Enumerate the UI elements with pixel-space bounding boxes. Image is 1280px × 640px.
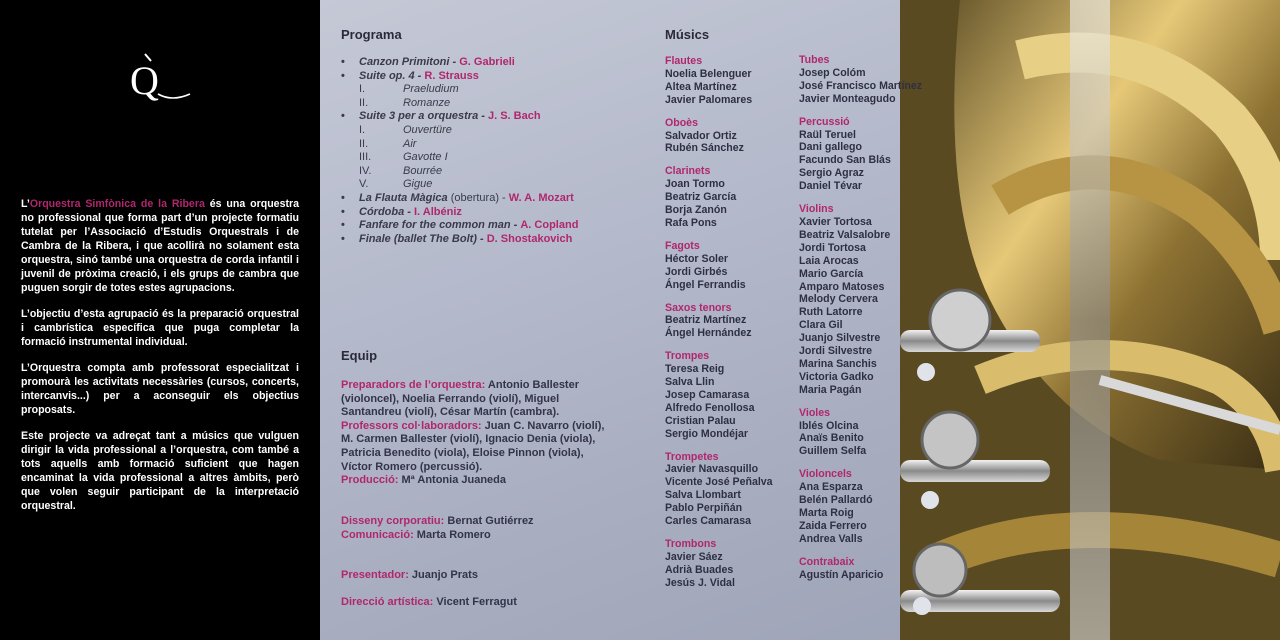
- musician-name: Sergio Mondéjar: [665, 427, 748, 440]
- produccio-entry: Producció: Mª Antonia Juaneda: [341, 474, 507, 487]
- orchestra-logo: [128, 52, 198, 104]
- musician-name: Ana Esparza: [799, 481, 863, 494]
- section-heading: Saxos tenors: [665, 301, 732, 314]
- musician-name: Ángel Ferrandis: [665, 278, 746, 291]
- musician-name: Melody Cervera: [799, 293, 878, 306]
- musician-name: Jordi Girbés: [665, 265, 728, 278]
- musician-name: Borja Zanón: [665, 204, 727, 217]
- equip-title: Equip: [341, 348, 378, 363]
- intro-paragraph-1: L’Orquestra Simfònica de la Ribera és una orquestra no professional que forma part d’un projecte formatiu tutelat per l’Associació d’Estudis Orquestrals i de Cambra de la Ribera, i que acollirà no solament esta orquestra, sinó també una orquestra de corda infantil i juvenil de pròxima creació, i els grups de cambra que puguen sorgir de totes estes agrupacions.: [21, 198, 299, 294]
- presentador-entry: Presentador: Juanjo Prats: [341, 569, 478, 581]
- musician-name: Jordi Tortosa: [799, 241, 866, 254]
- musician-name: Rafa Pons: [665, 216, 717, 229]
- musician-name: Guillem Selfa: [799, 445, 867, 458]
- musician-name: Javier Palomares: [665, 93, 753, 106]
- section-heading: Violes: [799, 406, 831, 419]
- musician-name: Salva Llin: [665, 376, 715, 389]
- intro-text: [21, 197, 299, 525]
- musician-name: Marina Sanchis: [799, 357, 877, 370]
- musician-name: Beatriz Martínez: [665, 314, 747, 327]
- programme-work: • Suite op. 4 - R. Strauss: [341, 70, 641, 84]
- musician-name: Anaïs Benito: [799, 432, 864, 445]
- musician-name: Daniel Tévar: [799, 180, 863, 193]
- section-heading: Trombons: [665, 538, 717, 550]
- musician-name: Rubén Sánchez: [665, 142, 744, 155]
- section-heading: Trompes: [665, 350, 710, 363]
- section-heading: Percussió: [799, 115, 850, 128]
- musician-name: Altea Martínez: [665, 80, 737, 93]
- musician-name: Javier Sáez: [665, 550, 723, 563]
- section-heading: Fagots: [665, 239, 700, 252]
- section-heading: Contrabaix: [799, 555, 855, 568]
- musician-name: Clara Gil: [799, 319, 843, 332]
- section-heading: Trompetes: [665, 450, 719, 463]
- section-heading: Clarinets: [665, 165, 711, 178]
- musician-name: Victoria Gadko: [799, 370, 874, 383]
- musician-name: Agustín Aparicio: [799, 568, 884, 581]
- programme-work: • Finale (ballet The Bolt) - D. Shostakovich: [341, 233, 641, 247]
- musician-name: Salvador Ortiz: [665, 129, 737, 142]
- musician-name: Jordi Silvestre: [799, 345, 873, 358]
- musician-name: Xavier Tortosa: [799, 215, 872, 228]
- musician-name: Beatriz García: [665, 191, 737, 204]
- intro-paragraph-4: Este projecte va adreçat tant a músics que vulguen dirigir la vida professional a l’orquestra, com també a tots aquells amb formació suficient que hagen encaminat la vida professional a altres àmbits, però que volen seguir participant de la interpretació orquestral.: [21, 430, 299, 512]
- disseny-entry: Disseny corporatiu: Bernat Gutiérrez: [341, 515, 534, 527]
- programa-list: [341, 56, 641, 246]
- musician-name: Iblés Olcina: [799, 419, 859, 432]
- intro-paragraph-3: L’Orquestra compta amb professorat especialitzat i promourà les activitats necessàries (cursos, concerts, intercanvis...) per a aconseguir els objectius proposats.: [21, 362, 299, 416]
- musician-name: Maria Pagán: [799, 383, 862, 396]
- programme-movement: III. Gavotte I: [359, 151, 448, 164]
- musician-name: Teresa Reig: [665, 363, 725, 376]
- brass-instrument-illustration: [900, 0, 1280, 640]
- musics-title: Músics: [665, 27, 710, 42]
- programme-work: • La Flauta Màgica (obertura) - W. A. Mozart: [341, 192, 641, 206]
- disseny-credits: [341, 515, 616, 542]
- section-heading: Oboès: [665, 116, 698, 129]
- programme-movement: IV. Bourrée: [359, 164, 443, 177]
- programme-movement: I. Ouvertüre: [359, 123, 452, 136]
- musicians-column-2: [799, 54, 922, 582]
- musician-name: Pablo Perpiñán: [665, 502, 743, 515]
- professors-entry: Professors col·laboradors: Juan C. Navarro (violí), M. Carmen Ballester (violí), Ignacio Denia (viola), Patricia Benedito (viola), Eloise Pinnon (viola), Víctor Romero (percussió).: [341, 419, 605, 473]
- programme-work: • Suite 3 per a orquestra - J. S. Bach: [341, 110, 641, 124]
- musician-name: Vicente José Peñalva: [665, 476, 773, 489]
- musician-name: Carles Camarasa: [665, 515, 751, 528]
- musician-name: Jesús J. Vidal: [665, 576, 735, 589]
- section-heading: Tubes: [799, 54, 830, 66]
- programme-movement: V. Gigue: [359, 178, 433, 191]
- musician-name: Héctor Soler: [665, 252, 728, 265]
- programa-title: Programa: [341, 27, 402, 42]
- musician-name: Marta Roig: [799, 507, 854, 519]
- musician-name: Javier Navasquillo: [665, 463, 759, 476]
- svg-text:Q: Q: [130, 58, 159, 103]
- musician-name: Mario García: [799, 267, 864, 280]
- intro-panel: [0, 0, 320, 640]
- musician-name: Beatriz Valsalobre: [799, 228, 891, 241]
- musician-name: Facundo San Blás: [799, 154, 891, 167]
- musician-name: Dani gallego: [799, 141, 862, 154]
- musician-name: Laia Arocas: [799, 254, 859, 267]
- musician-name: Javier Monteagudo: [799, 92, 896, 105]
- equip-credits: [341, 379, 616, 488]
- programme-work: • Córdoba - I. Albéniz: [341, 206, 641, 220]
- musician-name: Cristian Palau: [665, 414, 736, 427]
- musician-name: Amparo Matoses: [799, 280, 885, 293]
- musician-name: Joan Tormo: [665, 178, 725, 191]
- section-heading: Violoncels: [799, 468, 852, 481]
- musicians-column-1: [665, 55, 773, 590]
- musician-name: Belén Pallardó: [799, 494, 873, 507]
- comunicacio-entry: Comunicació: Marta Romero: [341, 528, 491, 541]
- direccio-entry: Direcció artística: Vicent Ferragut: [341, 596, 517, 608]
- programme-movement: II. Romanze: [359, 96, 451, 109]
- musician-name: Josep Colóm: [799, 66, 866, 79]
- programme-movement: II. Air: [359, 137, 417, 150]
- musician-name: José Francisco Martínez: [799, 79, 923, 92]
- programme-movement: I. Praeludium: [359, 83, 459, 96]
- programme-work: • Fanfare for the common man - A. Copland: [341, 219, 641, 233]
- musician-name: Raül Teruel: [799, 128, 856, 141]
- musician-name: Sergio Agraz: [799, 167, 864, 180]
- musician-name: Noelia Belenguer: [665, 67, 752, 80]
- preparadors-entry: Preparadors de l’orquestra: Antonio Ballester (violoncel), Noelia Ferrando (violí), Miguel Santandreu (violí), César Martín (cambra).: [341, 379, 579, 419]
- section-heading: Violins: [799, 203, 834, 216]
- musician-name: Juanjo Silvestre: [799, 332, 881, 345]
- musician-name: Adrià Buades: [665, 563, 734, 576]
- section-heading: Flautes: [665, 55, 703, 67]
- programme-work: • Canzon Primitoni - G. Gabrieli: [341, 56, 641, 70]
- musician-name: Andrea Valls: [799, 532, 863, 545]
- musician-name: Alfredo Fenollosa: [665, 401, 755, 414]
- orchestra-name: Orquestra Simfònica de la Ribera: [29, 198, 205, 210]
- musician-name: Salva Llombart: [665, 489, 741, 502]
- musician-name: Zaida Ferrero: [799, 519, 867, 532]
- intro-paragraph-2: L’objectiu d’esta agrupació és la preparació orquestral i cambrística específica que puga completar la formació instrumental individual.: [21, 308, 299, 348]
- musician-name: Ángel Hernández: [665, 327, 752, 340]
- musician-name: Josep Camarasa: [665, 388, 750, 401]
- musician-name: Ruth Latorre: [799, 306, 863, 319]
